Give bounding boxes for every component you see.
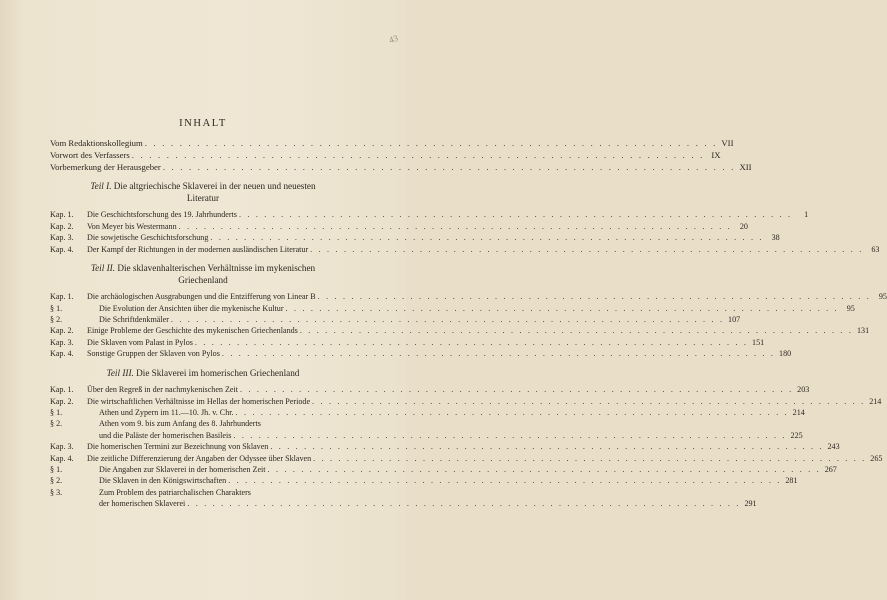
entry-title-cont: und die Paläste der homerischen Basileis xyxy=(99,430,232,440)
chapter-number: Kap. 3. xyxy=(50,233,74,243)
toc-entry xyxy=(50,453,883,464)
leader-dots xyxy=(313,453,866,464)
leader-dots xyxy=(270,441,823,452)
chapter-number: Kap. 1. xyxy=(50,385,74,395)
page-number: 203 xyxy=(797,385,810,395)
entry-title: Athen und Zypern im 11.—10. Jh. v. Chr. xyxy=(99,408,234,418)
section-number: § 3. xyxy=(50,487,63,497)
entry-title: Vorbemerkung der Herausgeber xyxy=(50,161,161,172)
page-number: XII xyxy=(739,161,752,172)
front-matter xyxy=(50,138,752,173)
leader-dots xyxy=(222,348,775,359)
chapter-number: Kap. 1. xyxy=(50,210,74,220)
section-number: § 1. xyxy=(50,465,63,475)
leader-dots xyxy=(187,498,740,509)
chapter-number: Kap. 4. xyxy=(50,349,74,359)
toc-entry xyxy=(50,487,356,498)
entry-title: Die archäologischen Ausgrabungen und die Entzifferung von Linear B xyxy=(87,292,316,302)
page-number: 214 xyxy=(869,396,882,406)
toc-entry xyxy=(50,475,798,486)
entry-title: Die sowjetische Geschichtsforschung xyxy=(87,233,209,243)
entry-title: Sonstige Gruppen der Sklaven von Pylos xyxy=(87,349,220,359)
entry-title: Die Schriftdenkmäler xyxy=(99,315,169,324)
entry-title: Zum Problem des patriarchalischen Charakters xyxy=(99,487,251,497)
leader-dots xyxy=(318,291,871,302)
leader-dots xyxy=(240,384,793,395)
leader-dots xyxy=(132,150,705,162)
page-number: 63 xyxy=(871,244,880,254)
page-number: 243 xyxy=(827,442,840,452)
leader-dots xyxy=(300,325,853,336)
toc-entry xyxy=(50,464,837,475)
page-number: IX xyxy=(711,150,721,160)
toc-heading: INHALT xyxy=(179,118,227,129)
entry-title: Über den Regreß in der nachmykenischen Zeit xyxy=(87,385,239,395)
toc-entry xyxy=(50,291,887,302)
toc-entry-cont xyxy=(50,498,757,509)
part-title: Die Sklaverei im homerischen Griechenland xyxy=(136,367,300,378)
leader-dots xyxy=(228,475,781,486)
toc-entry xyxy=(50,325,870,336)
toc-entry xyxy=(50,244,880,255)
leader-dots xyxy=(163,162,736,174)
part-heading xyxy=(50,368,356,380)
entry-title: Vom Redaktionskollegium xyxy=(50,138,143,149)
part-heading xyxy=(50,263,356,286)
toc-entry xyxy=(50,221,748,232)
page-number: 38 xyxy=(771,233,780,243)
toc-entry xyxy=(50,138,734,150)
section-number: § 1. xyxy=(50,303,63,313)
chapter-number: Kap. 1. xyxy=(50,292,74,302)
toc-entry xyxy=(50,314,741,325)
page-number: VII xyxy=(721,138,734,149)
leader-dots xyxy=(195,337,748,348)
chapter-number: Kap. 3. xyxy=(50,442,74,452)
toc-entry xyxy=(50,396,882,407)
page-number: 151 xyxy=(752,337,765,347)
toc-entry-cont xyxy=(50,430,803,441)
page-number: 214 xyxy=(792,408,805,418)
section-number: § 2. xyxy=(50,315,63,324)
part-title-cont: Griechenland xyxy=(178,274,228,285)
page-number: 20 xyxy=(739,221,748,231)
part-title: Die altgriechische Sklaverei in der neuen und neuesten xyxy=(113,181,316,192)
leader-dots xyxy=(312,396,865,407)
entry-title: Die Angaben zur Sklaverei in der homerischen Zeit xyxy=(99,465,266,475)
toc-entry xyxy=(50,441,840,452)
page-number: 291 xyxy=(744,499,757,509)
chapter-number: Kap. 3. xyxy=(50,337,74,347)
part-number: Teil II. xyxy=(90,263,116,273)
toc-entry xyxy=(50,348,792,359)
section-number: § 1. xyxy=(50,408,63,418)
leader-dots xyxy=(236,407,789,418)
entry-title: Die Evolution der Ansichten über die mykenische Kultur xyxy=(99,303,284,313)
entry-title: Von Meyer bis Westermann xyxy=(87,221,177,231)
page-number: 107 xyxy=(728,315,741,324)
entry-title: Der Kampf der Richtungen in der modernen ausländischen Literatur xyxy=(87,244,309,254)
corner-pencil-mark: 43 xyxy=(387,32,400,46)
toc-entry xyxy=(50,407,805,418)
chapter-number: Kap. 4. xyxy=(50,244,74,254)
page-number: 1 xyxy=(804,210,809,220)
toc-entry xyxy=(50,418,356,429)
entry-title: Die wirtschaftlichen Verhältnisse im Hellas der homerischen Periode xyxy=(87,396,311,406)
toc-entry xyxy=(50,161,752,174)
page-number: 95 xyxy=(878,292,887,302)
part-title-cont: Literatur xyxy=(186,192,220,203)
leader-dots xyxy=(233,430,786,441)
leader-dots xyxy=(210,232,763,243)
page-number: 267 xyxy=(824,465,837,475)
toc-entry xyxy=(50,303,855,314)
toc-entry xyxy=(50,337,765,348)
page-number: 180 xyxy=(779,349,792,359)
entry-title: Einige Probleme der Geschichte des mykenischen Griechenlands xyxy=(87,326,298,336)
page-number: 265 xyxy=(870,453,883,463)
entry-title: Die Sklaven in den Königswirtschaften xyxy=(99,476,227,486)
toc-entry xyxy=(50,209,809,220)
chapter-number: Kap. 2. xyxy=(50,221,74,231)
page-number: 281 xyxy=(785,476,798,486)
section-number: § 2. xyxy=(50,476,63,486)
leader-dots xyxy=(310,244,863,255)
entry-title: Vorwort des Verfassers xyxy=(50,150,130,160)
page-number: 225 xyxy=(790,430,803,440)
part-number: Teil III. xyxy=(106,367,134,378)
section-number: § 2. xyxy=(50,419,63,429)
part-title: Die sklavenhalterischen Verhältnisse im mykenischen xyxy=(117,263,316,273)
chapter-number: Kap. 2. xyxy=(50,326,74,336)
toc-entry xyxy=(50,384,810,395)
toc-entry xyxy=(50,150,721,162)
leader-dots xyxy=(286,303,839,314)
entry-title: Athen vom 9. bis zum Anfang des 8. Jahrhunderts xyxy=(99,419,261,429)
table-of-contents xyxy=(50,118,887,510)
entry-title: Die Sklaven vom Palast in Pylos xyxy=(87,337,193,347)
leader-dots xyxy=(239,209,792,220)
part-number: Teil I. xyxy=(90,181,112,192)
leader-dots xyxy=(145,138,718,150)
entry-title: Die Geschichtsforschung des 19. Jahrhunderts xyxy=(87,210,237,220)
toc-entry xyxy=(50,232,780,243)
entry-title: Die zeitliche Differenzierung der Angaben der Odyssee über Sklaven xyxy=(87,453,312,463)
leader-dots xyxy=(171,314,724,325)
entry-title-cont: der homerischen Sklaverei xyxy=(99,499,186,509)
toc-parts xyxy=(50,181,887,510)
chapter-number: Kap. 2. xyxy=(50,396,74,406)
part-heading xyxy=(50,181,356,204)
chapter-number: Kap. 4. xyxy=(50,453,74,463)
leader-dots xyxy=(268,464,821,475)
entry-title: Die homerischen Termini zur Bezeichnung von Sklaven xyxy=(87,442,269,452)
page-number: 131 xyxy=(856,326,870,336)
page-number: 95 xyxy=(846,303,855,313)
leader-dots xyxy=(179,221,732,232)
